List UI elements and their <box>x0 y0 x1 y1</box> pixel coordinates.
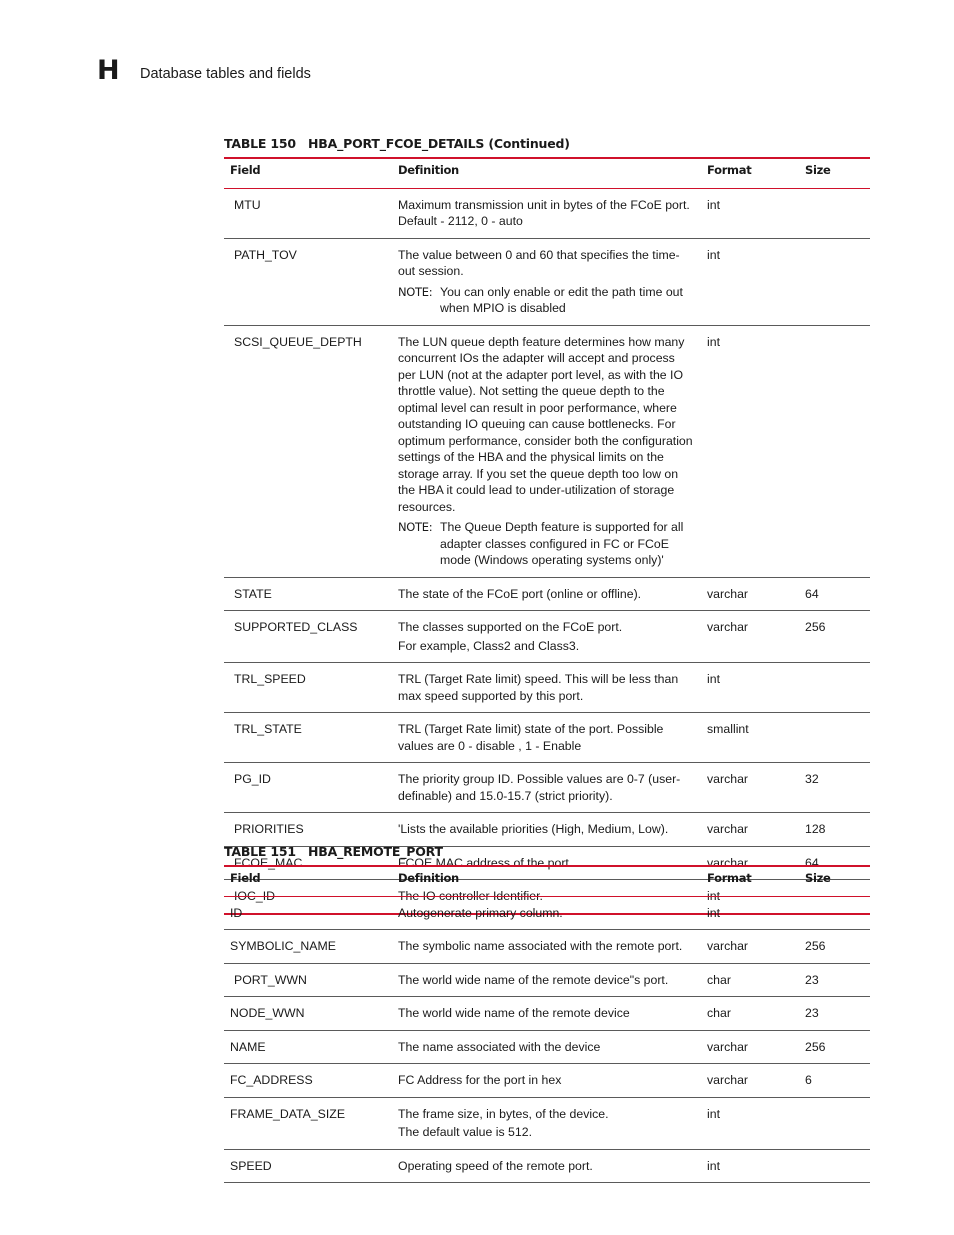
field-cell: FCOE_MAC <box>224 846 392 880</box>
size-cell <box>799 713 870 763</box>
table-row <box>224 577 870 611</box>
table-151 <box>224 865 870 1183</box>
format-cell: int <box>701 238 799 325</box>
table-row <box>224 1030 870 1064</box>
format-cell: varchar <box>701 577 799 611</box>
table-header-row <box>224 866 870 896</box>
size-cell: 256 <box>799 930 870 964</box>
field-cell: SPEED <box>224 1149 392 1183</box>
definition-cell: The world wide name of the remote device"s port. <box>392 963 701 997</box>
table-header-row <box>224 158 870 188</box>
table-name: HBA_REMOTE_PORT <box>308 844 443 859</box>
size-cell: 23 <box>799 963 870 997</box>
size-cell: 64 <box>799 577 870 611</box>
definition-cell: The world wide name of the remote device <box>392 997 701 1031</box>
definition-cell <box>392 713 701 763</box>
field-cell: NODE_WWN <box>224 997 392 1031</box>
table-number: TABLE 150 <box>224 136 296 151</box>
definition-text: The priority group ID. Possible values are 0-7 (user-definable) and 15.0-15.7 (strict priority). <box>398 772 681 803</box>
table-row <box>224 997 870 1031</box>
column-header-definition: Definition <box>392 866 701 896</box>
definition-text: For example, Class2 and Class3. <box>398 638 580 653</box>
table-row <box>224 896 870 930</box>
field-cell: TRL_SPEED <box>224 663 392 713</box>
field-cell: PG_ID <box>224 763 392 813</box>
column-header-definition: Definition <box>392 158 701 188</box>
format-cell: int <box>701 1149 799 1183</box>
field-cell: MTU <box>224 188 392 238</box>
field-cell: ID <box>224 896 392 930</box>
format-cell: varchar <box>701 1030 799 1064</box>
size-cell: 64 <box>799 846 870 880</box>
field-cell: TRL_STATE <box>224 713 392 763</box>
format-cell: varchar <box>701 930 799 964</box>
definition-cell <box>392 763 701 813</box>
column-header-size: Size <box>799 866 870 896</box>
field-cell: NAME <box>224 1030 392 1064</box>
table-name: HBA_PORT_FCOE_DETAILS (Continued) <box>308 136 570 151</box>
table-150-caption <box>224 136 870 151</box>
size-cell: 6 <box>799 1064 870 1098</box>
field-cell: STATE <box>224 577 392 611</box>
size-cell: 23 <box>799 997 870 1031</box>
definition-text: FCOE MAC address of the port. <box>398 855 573 870</box>
note-block <box>398 284 695 317</box>
definition-cell: Operating speed of the remote port. <box>392 1149 701 1183</box>
field-cell: PRIORITIES <box>224 813 392 847</box>
definition-cell <box>392 238 701 325</box>
table-row <box>224 713 870 763</box>
column-header-format: Format <box>701 158 799 188</box>
field-cell: PATH_TOV <box>224 238 392 325</box>
table-row <box>224 813 870 847</box>
table-151-caption <box>224 844 870 859</box>
table-row <box>224 963 870 997</box>
size-cell: 32 <box>799 763 870 813</box>
size-cell <box>799 1097 870 1149</box>
format-cell: char <box>701 963 799 997</box>
format-cell: varchar <box>701 846 799 880</box>
definition-text: Maximum transmission unit in bytes of the FCoE port. <box>398 197 690 212</box>
definition-cell <box>392 813 701 847</box>
definition-cell <box>392 325 701 577</box>
table-row <box>224 238 870 325</box>
definition-text: The value between 0 and 60 that specifies the time-out session. <box>398 247 680 278</box>
format-cell: int <box>701 325 799 577</box>
definition-cell <box>392 611 701 663</box>
note-text: You can only enable or edit the path time out when MPIO is disabled <box>440 284 683 315</box>
field-cell: SCSI_QUEUE_DEPTH <box>224 325 392 577</box>
format-cell: varchar <box>701 1064 799 1098</box>
appendix-letter: H <box>97 55 120 86</box>
section-title: Database tables and fields <box>140 66 311 82</box>
column-header-field: Field <box>224 158 392 188</box>
definition-cell: Autogenerate primary column. <box>392 896 701 930</box>
table-number: TABLE 151 <box>224 844 296 859</box>
format-cell: varchar <box>701 813 799 847</box>
definition-cell: The symbolic name associated with the remote port. <box>392 930 701 964</box>
table-row <box>224 763 870 813</box>
format-cell: int <box>701 188 799 238</box>
definition-text: TRL (Target Rate limit) speed. This will be less than max speed supported by this port. <box>398 672 679 703</box>
format-cell: int <box>701 663 799 713</box>
column-header-format: Format <box>701 866 799 896</box>
size-cell <box>799 896 870 930</box>
format-cell: varchar <box>701 763 799 813</box>
note-block <box>398 519 695 569</box>
field-cell: FRAME_DATA_SIZE <box>224 1097 392 1149</box>
definition-text: TRL (Target Rate limit) state of the port. Possible values are 0 - disable , 1 - Enable <box>398 722 664 753</box>
size-cell: 256 <box>799 611 870 663</box>
definition-cell: The name associated with the device <box>392 1030 701 1064</box>
table-row <box>224 930 870 964</box>
format-cell: char <box>701 997 799 1031</box>
definition-cell <box>392 663 701 713</box>
definition-cell <box>392 188 701 238</box>
definition-text: The state of the FCoE port (online or offline). <box>398 586 642 601</box>
definition-cell: FC Address for the port in hex <box>392 1064 701 1098</box>
table-150 <box>224 157 870 915</box>
size-cell <box>799 188 870 238</box>
definition-text: The LUN queue depth feature determines how many concurrent IOs the adapter will accept and process per LUN (not at the adapter port level, as with the IO throttle value). Not setting the queue depth to the optimal level can result in poor performance, where outstanding IO queuing can cause bottlenecks. For optimum performance, consider both the configuration settings of the HBA and the physical limits on the storage array. If you set the queue depth too low on the HBA it could lead to under-utilization of storage resources. <box>398 334 693 514</box>
format-cell: varchar <box>701 611 799 663</box>
table-row <box>224 1097 870 1149</box>
field-cell: IOC_ID <box>224 880 392 914</box>
definition-cell <box>392 1097 701 1149</box>
note-label: NOTE: <box>398 520 433 534</box>
size-cell <box>799 663 870 713</box>
field-cell: PORT_WWN <box>224 963 392 997</box>
table-row <box>224 1064 870 1098</box>
size-cell <box>799 238 870 325</box>
field-cell: SUPPORTED_CLASS <box>224 611 392 663</box>
format-cell: int <box>701 1097 799 1149</box>
size-cell <box>799 1149 870 1183</box>
size-cell: 256 <box>799 1030 870 1064</box>
definition-text: The default value is 512. <box>398 1125 532 1139</box>
size-cell: 128 <box>799 813 870 847</box>
definition-cell <box>392 577 701 611</box>
table-row <box>224 611 870 663</box>
size-cell <box>799 325 870 577</box>
column-header-field: Field <box>224 866 392 896</box>
field-cell: FC_ADDRESS <box>224 1064 392 1098</box>
table-row <box>224 663 870 713</box>
definition-text: The frame size, in bytes, of the device. <box>398 1106 609 1121</box>
format-cell: smallint <box>701 713 799 763</box>
table-row <box>224 188 870 238</box>
definition-text: The classes supported on the FCoE port. <box>398 620 623 634</box>
table-row <box>224 325 870 577</box>
format-cell: int <box>701 880 799 914</box>
definition-text: 'Lists the available priorities (High, Medium, Low). <box>398 822 669 836</box>
table-row <box>224 1149 870 1183</box>
field-cell: SYMBOLIC_NAME <box>224 930 392 964</box>
note-text: The Queue Depth feature is supported for all adapter classes configured in FC or FCoE mode (Windows operating systems only)' <box>440 520 684 567</box>
note-label: NOTE: <box>398 284 433 299</box>
definition-text: Default - 2112, 0 - auto <box>398 214 523 228</box>
format-cell: int <box>701 896 799 930</box>
definition-text: The IO controller Identifier. <box>398 889 543 903</box>
column-header-size: Size <box>799 158 870 188</box>
